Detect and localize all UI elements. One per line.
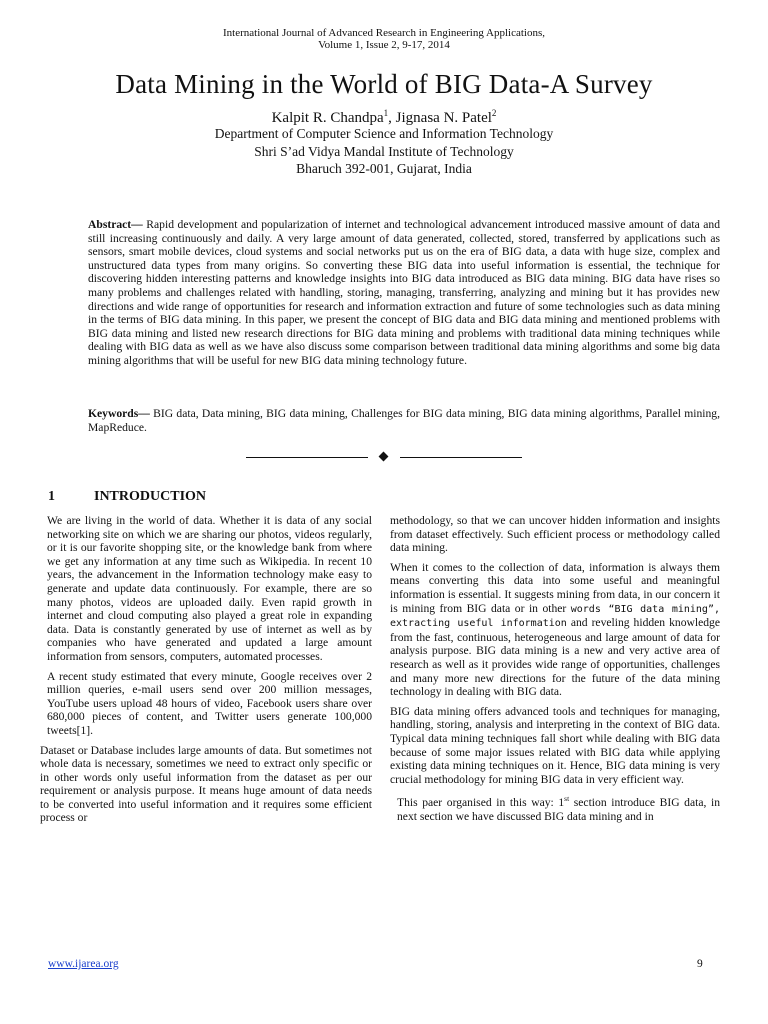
page-number: 9 [697,958,703,970]
author-1: Kalpit R. Chandpa [271,110,384,126]
abstract-text: Rapid development and popularization of internet and technological advancement introduced massive amount of data and still increasing continuously and daily. A very large amount of data generated, collected, stored, transferred by applications such as sensors, smart mobile devices, cloud systems and social networks put us on the era of BIG data, a data with huge size, complex and unstructured data types from many origins. So converting these BIG data into useful information is essential, the technique for discovering hidden interesting patterns and knowledge insights into BIG data introduced as BIG data mining. BIG data have rises so many problems and challenges related with handling, storing, managing, transferring, analyzing and mining but it has provides new directions and wide range of opportunities for research and information extraction and future of some technologies such as data mining in the terms of BIG data mining. In this paper, we present the concept of BIG data and BIG data mining and mentioned problems with BIG data mining and listed new research directions for BIG data mining and problems with traditional data mining techniques while dealing with BIG data as well as we have also discuss some comparison between traditional data mining algorithms and some big data mining algorithms that will be useful for new BIG data mining technology future. [88,218,720,367]
journal-header [0,27,768,51]
left-column [40,514,372,831]
diamond-icon [379,452,389,462]
abstract [88,218,720,368]
journal-volume: Volume 1, Issue 2, 9-17, 2014 [318,39,450,51]
paragraph-7-text-b: section introduce BIG data, in next section we have discussed BIG data mining and in [397,796,721,823]
paper-title: Data Mining in the World of BIG Data-A Survey [115,69,653,99]
intro-paragraph-6: BIG data mining offers advanced tools and techniques for managing, handling, storing, analysis and interpreting in the context of BIG data. Typical data mining techniques fall short while dealing with BIG data because of some major issues related with BIG data while applying existing data mining techniques on it. Hence, BIG data mining is very crucial methodology for mining BIG data in very efficient way. [390,704,720,786]
paragraph-5-mono-text: words “BIG data mining”, extracting useful information [390,603,720,630]
author-2: Jignasa N. Patel [395,110,492,126]
journal-website-link[interactable]: www.ijarea.org [48,958,119,970]
paragraph-5-text-a: When it comes to the collection of data, information is always them means converting this data into some useful and meaningful information is essential. It suggests mining from data, in our concern it is mining from BIG data or in other [390,560,720,615]
intro-paragraph-2: A recent study estimated that every minute, Google receives over 2 million queries, e-mail users send over 200 million messages, YouTube users upload 48 hours of video, Facebook users share over 680,000 pieces of content, and Twitter users generate 100,000 tweets[1]. [47,669,372,737]
paragraph-7-superscript: st [564,794,570,804]
keywords-text: BIG data, Data mining, BIG data mining, Challenges for BIG data mining, BIG data mining algorithms, Parallel mining, MapReduce. [88,407,720,434]
abstract-label: Abstract— [88,218,143,231]
divider-rule-left [246,457,368,458]
author-line [0,104,768,127]
intro-paragraph-7 [390,792,720,823]
department: Department of Computer Science and Information Technology [214,126,554,141]
paragraph-7-text-a: This paer organised in this way: 1 [397,796,565,810]
right-column [390,514,720,829]
section-title: INTRODUCTION [94,489,207,504]
keywords [88,407,720,434]
intro-paragraph-1: We are living in the world of data. Whether it is data of any social networking site on which we are sharing our photos, videos regularly, or it is our favorite shopping site, or the knowledge bank from where we get any information at any time such as Wikipedia. In recent 10 years, the advancement in the Information technology make easy to generate and update data continuously. For example, there are so many photos, videos are uploaded daily. Even rapid growth in internet and cloud computing also played a great role in expanding data. Data is constantly generated by use of internet as well as by companies who have generated and updated a large amount information from sensors, computers, automated processes. [47,514,372,663]
institute: Shri S’ad Vidya Mandal Institute of Technology [254,144,514,159]
author-1-affiliation-mark: 1 [383,108,389,118]
section-number: 1 [48,489,55,504]
divider-rule-right [400,457,522,458]
section-divider [246,450,522,464]
author-separator: , [388,110,396,126]
intro-paragraph-3: Dataset or Database includes large amounts of data. But sometimes not whole data is necessary, sometimes we need to extract only specific or in other words only useful information from the dataset as per our requirement or analysis purpose. It means huge amount of data needs to be converted into useful information and it requires some efficient process or [40,743,372,825]
keywords-label: Keywords— [88,407,150,420]
paragraph-5-text-b: and reveling hidden knowledge from the fast, continuous, heterogeneous and large amount of data for analysis purpose. BIG data mining is a new and very active area of research as well as it provides wide range of opportunities, challenges and many more new directions for the future of the data mining technology in dealing with BIG data. [390,616,720,699]
intro-paragraph-5 [390,561,720,699]
address: Bharuch 392-001, Gujarat, India [296,161,472,176]
journal-name: International Journal of Advanced Research in Engineering Applications, [223,27,545,39]
intro-paragraph-4: methodology, so that we can uncover hidden information and insights from dataset effectively. Such efficient process or methodology called data mining. [390,514,720,555]
author-2-affiliation-mark: 2 [491,108,497,118]
